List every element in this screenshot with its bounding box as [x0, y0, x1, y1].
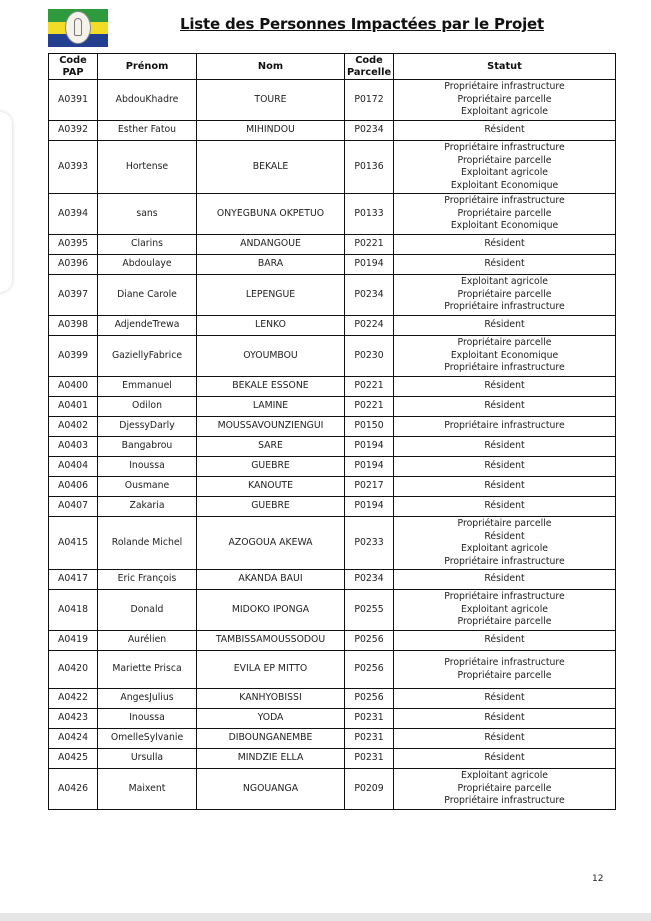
- cell-prenom: Diane Carole: [98, 275, 197, 316]
- statut-line: Résident: [484, 460, 525, 472]
- cell-prenom: AngesJulius: [98, 689, 197, 709]
- cell-statut: [394, 235, 616, 255]
- statut-line: Résident: [484, 124, 525, 136]
- cell-nom: BEKALE ESSONE: [197, 377, 345, 397]
- statut-line: Propriétaire infrastructure: [444, 301, 565, 313]
- cell-prenom: Hortense: [98, 141, 197, 194]
- statut-line: Résident: [484, 480, 525, 492]
- statut-line: Résident: [484, 238, 525, 250]
- statut-line: Exploitant agricole: [460, 106, 549, 118]
- header-text: Code: [355, 54, 383, 66]
- header-text: Code: [59, 54, 87, 66]
- cell-code-pap: A0396: [49, 255, 98, 275]
- cell-code-pap: A0395: [49, 235, 98, 255]
- cell-code-pap: A0391: [49, 80, 98, 121]
- cell-code-parcelle: P0255: [345, 590, 394, 631]
- table-row: [49, 749, 616, 769]
- cell-statut: [394, 651, 616, 689]
- cell-prenom: Esther Fatou: [98, 121, 197, 141]
- cell-statut: [394, 497, 616, 517]
- statut-line: Résident: [484, 440, 525, 452]
- cell-code-parcelle: P0136: [345, 141, 394, 194]
- cell-prenom: sans: [98, 194, 197, 235]
- side-panel-edge: [0, 112, 12, 292]
- cell-code-parcelle: P0194: [345, 255, 394, 275]
- cell-code-parcelle: P0234: [345, 570, 394, 590]
- cell-code-parcelle: P0221: [345, 235, 394, 255]
- statut-line: Propriétaire parcelle: [457, 93, 552, 105]
- cell-code-parcelle: P0194: [345, 437, 394, 457]
- cell-nom: DIBOUNGANEMBE: [197, 729, 345, 749]
- cell-code-pap: A0425: [49, 749, 98, 769]
- cell-nom: BEKALE: [197, 141, 345, 194]
- table-row: [49, 651, 616, 689]
- cell-code-parcelle: P0256: [345, 631, 394, 651]
- table-row: [49, 631, 616, 651]
- cell-statut: [394, 336, 616, 377]
- table-row: [49, 336, 616, 377]
- cell-nom: MINDZIE ELLA: [197, 749, 345, 769]
- table-row: [49, 437, 616, 457]
- table-row: [49, 377, 616, 397]
- cell-nom: GUEBRE: [197, 457, 345, 477]
- table-header-row: [49, 54, 616, 80]
- table-row: [49, 477, 616, 497]
- cell-nom: ONYEGBUNA OKPETUO: [197, 194, 345, 235]
- cell-statut: [394, 316, 616, 336]
- table-row: [49, 397, 616, 417]
- cell-nom: SARE: [197, 437, 345, 457]
- cell-code-pap: A0394: [49, 194, 98, 235]
- statut-line: Résident: [484, 732, 525, 744]
- cell-prenom: Donald: [98, 590, 197, 631]
- table-row: [49, 729, 616, 749]
- table-row: [49, 457, 616, 477]
- header-code-parcelle: [345, 54, 394, 80]
- cell-code-parcelle: P0221: [345, 397, 394, 417]
- statut-line: Résident: [484, 752, 525, 764]
- cell-statut: [394, 749, 616, 769]
- gabon-flag-seal-icon: [48, 9, 108, 47]
- statut-line: Exploitant agricole: [460, 603, 549, 615]
- statut-line: Propriétaire parcelle: [457, 616, 552, 628]
- cell-statut: [394, 631, 616, 651]
- cell-code-parcelle: P0230: [345, 336, 394, 377]
- cell-code-parcelle: P0221: [345, 377, 394, 397]
- cell-prenom: Clarins: [98, 235, 197, 255]
- statut-line: Propriétaire infrastructure: [444, 555, 565, 567]
- cell-code-parcelle: P0194: [345, 457, 394, 477]
- statut-line: Propriétaire infrastructure: [444, 795, 565, 807]
- statut-line: Résident: [484, 319, 525, 331]
- statut-line: Propriétaire infrastructure: [444, 142, 565, 153]
- cell-code-parcelle: P0133: [345, 194, 394, 235]
- statut-line: Propriétaire parcelle: [457, 154, 552, 166]
- cell-code-pap: A0426: [49, 769, 98, 810]
- document-title: Liste des Personnes Impactées par le Projet: [180, 15, 544, 33]
- cell-statut: [394, 590, 616, 631]
- statut-line: Propriétaire infrastructure: [444, 81, 565, 93]
- cell-prenom: OmelleSylvanie: [98, 729, 197, 749]
- cell-code-pap: A0402: [49, 417, 98, 437]
- cell-code-parcelle: P0234: [345, 121, 394, 141]
- cell-code-pap: A0399: [49, 336, 98, 377]
- cell-nom: ANDANGOUE: [197, 235, 345, 255]
- cell-nom: OYOUMBOU: [197, 336, 345, 377]
- cell-prenom: Abdoulaye: [98, 255, 197, 275]
- cell-code-parcelle: P0231: [345, 709, 394, 729]
- statut-line: Exploitant agricole: [460, 770, 549, 782]
- cell-prenom: Mariette Prisca: [98, 651, 197, 689]
- cell-code-parcelle: P0233: [345, 517, 394, 570]
- page-number: 12: [592, 874, 604, 884]
- cell-statut: [394, 709, 616, 729]
- table-row: [49, 417, 616, 437]
- cell-nom: AZOGOUA AKEWA: [197, 517, 345, 570]
- statut-line: Résident: [484, 500, 525, 512]
- pap-table: [48, 53, 616, 810]
- cell-nom: AKANDA BAUI: [197, 570, 345, 590]
- cell-code-parcelle: P0256: [345, 689, 394, 709]
- cell-nom: EVILA EP MITTO: [197, 651, 345, 689]
- statut-line: Exploitant agricole: [460, 543, 549, 554]
- statut-line: Résident: [484, 380, 525, 392]
- statut-line: Exploitant Economique: [450, 349, 559, 361]
- cell-prenom: Bangabrou: [98, 437, 197, 457]
- cell-code-pap: A0419: [49, 631, 98, 651]
- cell-code-pap: A0415: [49, 517, 98, 570]
- cell-prenom: AbdouKhadre: [98, 80, 197, 121]
- cell-prenom: Inoussa: [98, 709, 197, 729]
- cell-nom: GUEBRE: [197, 497, 345, 517]
- cell-code-parcelle: P0234: [345, 275, 394, 316]
- cell-prenom: Inoussa: [98, 457, 197, 477]
- cell-statut: [394, 255, 616, 275]
- cell-nom: MIHINDOU: [197, 121, 345, 141]
- cell-code-parcelle: P0209: [345, 769, 394, 810]
- statut-line: Propriétaire parcelle: [457, 518, 552, 529]
- cell-code-pap: A0420: [49, 651, 98, 689]
- cell-code-pap: A0393: [49, 141, 98, 194]
- cell-code-parcelle: P0231: [345, 749, 394, 769]
- cell-code-pap: A0406: [49, 477, 98, 497]
- statut-line: Exploitant Economique: [450, 220, 559, 232]
- statut-line: Résident: [484, 400, 525, 412]
- cell-code-parcelle: P0256: [345, 651, 394, 689]
- header-statut: Statut: [394, 54, 616, 80]
- statut-line: Propriétaire infrastructure: [444, 195, 565, 207]
- table-row: [49, 275, 616, 316]
- table-row: [49, 235, 616, 255]
- header-code-pap: [49, 54, 98, 80]
- statut-line: Résident: [484, 530, 525, 542]
- cell-statut: [394, 477, 616, 497]
- header-prenom: Prénom: [98, 54, 197, 80]
- cell-statut: [394, 417, 616, 437]
- cell-statut: [394, 80, 616, 121]
- cell-statut: [394, 121, 616, 141]
- cell-statut: [394, 769, 616, 810]
- cell-prenom: Ousmane: [98, 477, 197, 497]
- cell-code-pap: A0404: [49, 457, 98, 477]
- cell-statut: [394, 457, 616, 477]
- header-nom: Nom: [197, 54, 345, 80]
- statut-line: Résident: [484, 573, 525, 585]
- table-row: [49, 141, 616, 194]
- table-row: [49, 497, 616, 517]
- statut-line: Résident: [484, 692, 525, 704]
- cell-prenom: Maixent: [98, 769, 197, 810]
- table-row: [49, 769, 616, 810]
- table-row: [49, 689, 616, 709]
- cell-prenom: DjessyDarly: [98, 417, 197, 437]
- header-text: Parcelle: [347, 66, 392, 78]
- statut-line: Propriétaire parcelle: [457, 337, 552, 349]
- cell-prenom: Zakaria: [98, 497, 197, 517]
- viewer-bottom-bar: [0, 913, 651, 921]
- statut-line: Propriétaire parcelle: [457, 669, 552, 681]
- cell-statut: [394, 570, 616, 590]
- table-row: [49, 590, 616, 631]
- cell-nom: TOURE: [197, 80, 345, 121]
- statut-line: Résident: [484, 258, 525, 270]
- statut-line: Exploitant Economique: [450, 179, 559, 191]
- cell-prenom: Emmanuel: [98, 377, 197, 397]
- cell-prenom: GaziellyFabrice: [98, 336, 197, 377]
- header-text: PAP: [62, 66, 84, 78]
- cell-code-pap: A0398: [49, 316, 98, 336]
- table-row: [49, 316, 616, 336]
- cell-nom: BARA: [197, 255, 345, 275]
- cell-code-pap: A0424: [49, 729, 98, 749]
- statut-line: Résident: [484, 712, 525, 724]
- cell-nom: KANHYOBISSI: [197, 689, 345, 709]
- cell-nom: LAMINE: [197, 397, 345, 417]
- cell-prenom: Rolande Michel: [98, 517, 197, 570]
- cell-code-parcelle: P0224: [345, 316, 394, 336]
- cell-prenom: Ursulla: [98, 749, 197, 769]
- cell-code-pap: A0403: [49, 437, 98, 457]
- cell-code-pap: A0417: [49, 570, 98, 590]
- cell-statut: [394, 275, 616, 316]
- cell-statut: [394, 194, 616, 235]
- cell-statut: [394, 689, 616, 709]
- cell-code-pap: A0397: [49, 275, 98, 316]
- cell-prenom: AdjendeTrewa: [98, 316, 197, 336]
- cell-nom: MOUSSAVOUNZIENGUI: [197, 417, 345, 437]
- statut-line: Propriétaire infrastructure: [444, 591, 565, 603]
- cell-nom: LENKO: [197, 316, 345, 336]
- table-row: [49, 570, 616, 590]
- cell-prenom: Eric François: [98, 570, 197, 590]
- table-row: [49, 194, 616, 235]
- statut-line: Propriétaire infrastructure: [444, 657, 565, 668]
- cell-nom: TAMBISSAMOUSSODOU: [197, 631, 345, 651]
- cell-prenom: Odilon: [98, 397, 197, 417]
- cell-nom: NGOUANGA: [197, 769, 345, 810]
- statut-line: Exploitant agricole: [460, 276, 549, 288]
- statut-line: Propriétaire infrastructure: [444, 362, 565, 374]
- cell-code-pap: A0401: [49, 397, 98, 417]
- table-row: [49, 80, 616, 121]
- table-row: [49, 121, 616, 141]
- cell-statut: [394, 397, 616, 417]
- statut-line: Propriétaire parcelle: [457, 782, 552, 794]
- cell-code-pap: A0418: [49, 590, 98, 631]
- cell-code-pap: A0400: [49, 377, 98, 397]
- cell-nom: YODA: [197, 709, 345, 729]
- cell-statut: [394, 517, 616, 570]
- cell-statut: [394, 377, 616, 397]
- statut-line: Exploitant agricole: [460, 167, 549, 178]
- cell-statut: [394, 729, 616, 749]
- cell-statut: [394, 141, 616, 194]
- cell-code-pap: A0423: [49, 709, 98, 729]
- table-row: [49, 255, 616, 275]
- cell-code-parcelle: P0217: [345, 477, 394, 497]
- table-row: [49, 709, 616, 729]
- cell-nom: MIDOKO IPONGA: [197, 590, 345, 631]
- cell-code-parcelle: P0172: [345, 80, 394, 121]
- cell-statut: [394, 437, 616, 457]
- cell-nom: LEPENGUE: [197, 275, 345, 316]
- cell-code-parcelle: P0231: [345, 729, 394, 749]
- statut-line: Propriétaire parcelle: [457, 288, 552, 300]
- cell-code-pap: A0422: [49, 689, 98, 709]
- seal-emblem: [65, 11, 91, 44]
- cell-prenom: Aurélien: [98, 631, 197, 651]
- cell-code-parcelle: P0150: [345, 417, 394, 437]
- cell-nom: KANOUTE: [197, 477, 345, 497]
- cell-code-parcelle: P0194: [345, 497, 394, 517]
- cell-code-pap: A0392: [49, 121, 98, 141]
- statut-line: Propriétaire infrastructure: [444, 420, 565, 432]
- statut-line: Résident: [484, 634, 525, 646]
- table-row: [49, 517, 616, 570]
- statut-line: Propriétaire parcelle: [457, 207, 552, 219]
- cell-code-pap: A0407: [49, 497, 98, 517]
